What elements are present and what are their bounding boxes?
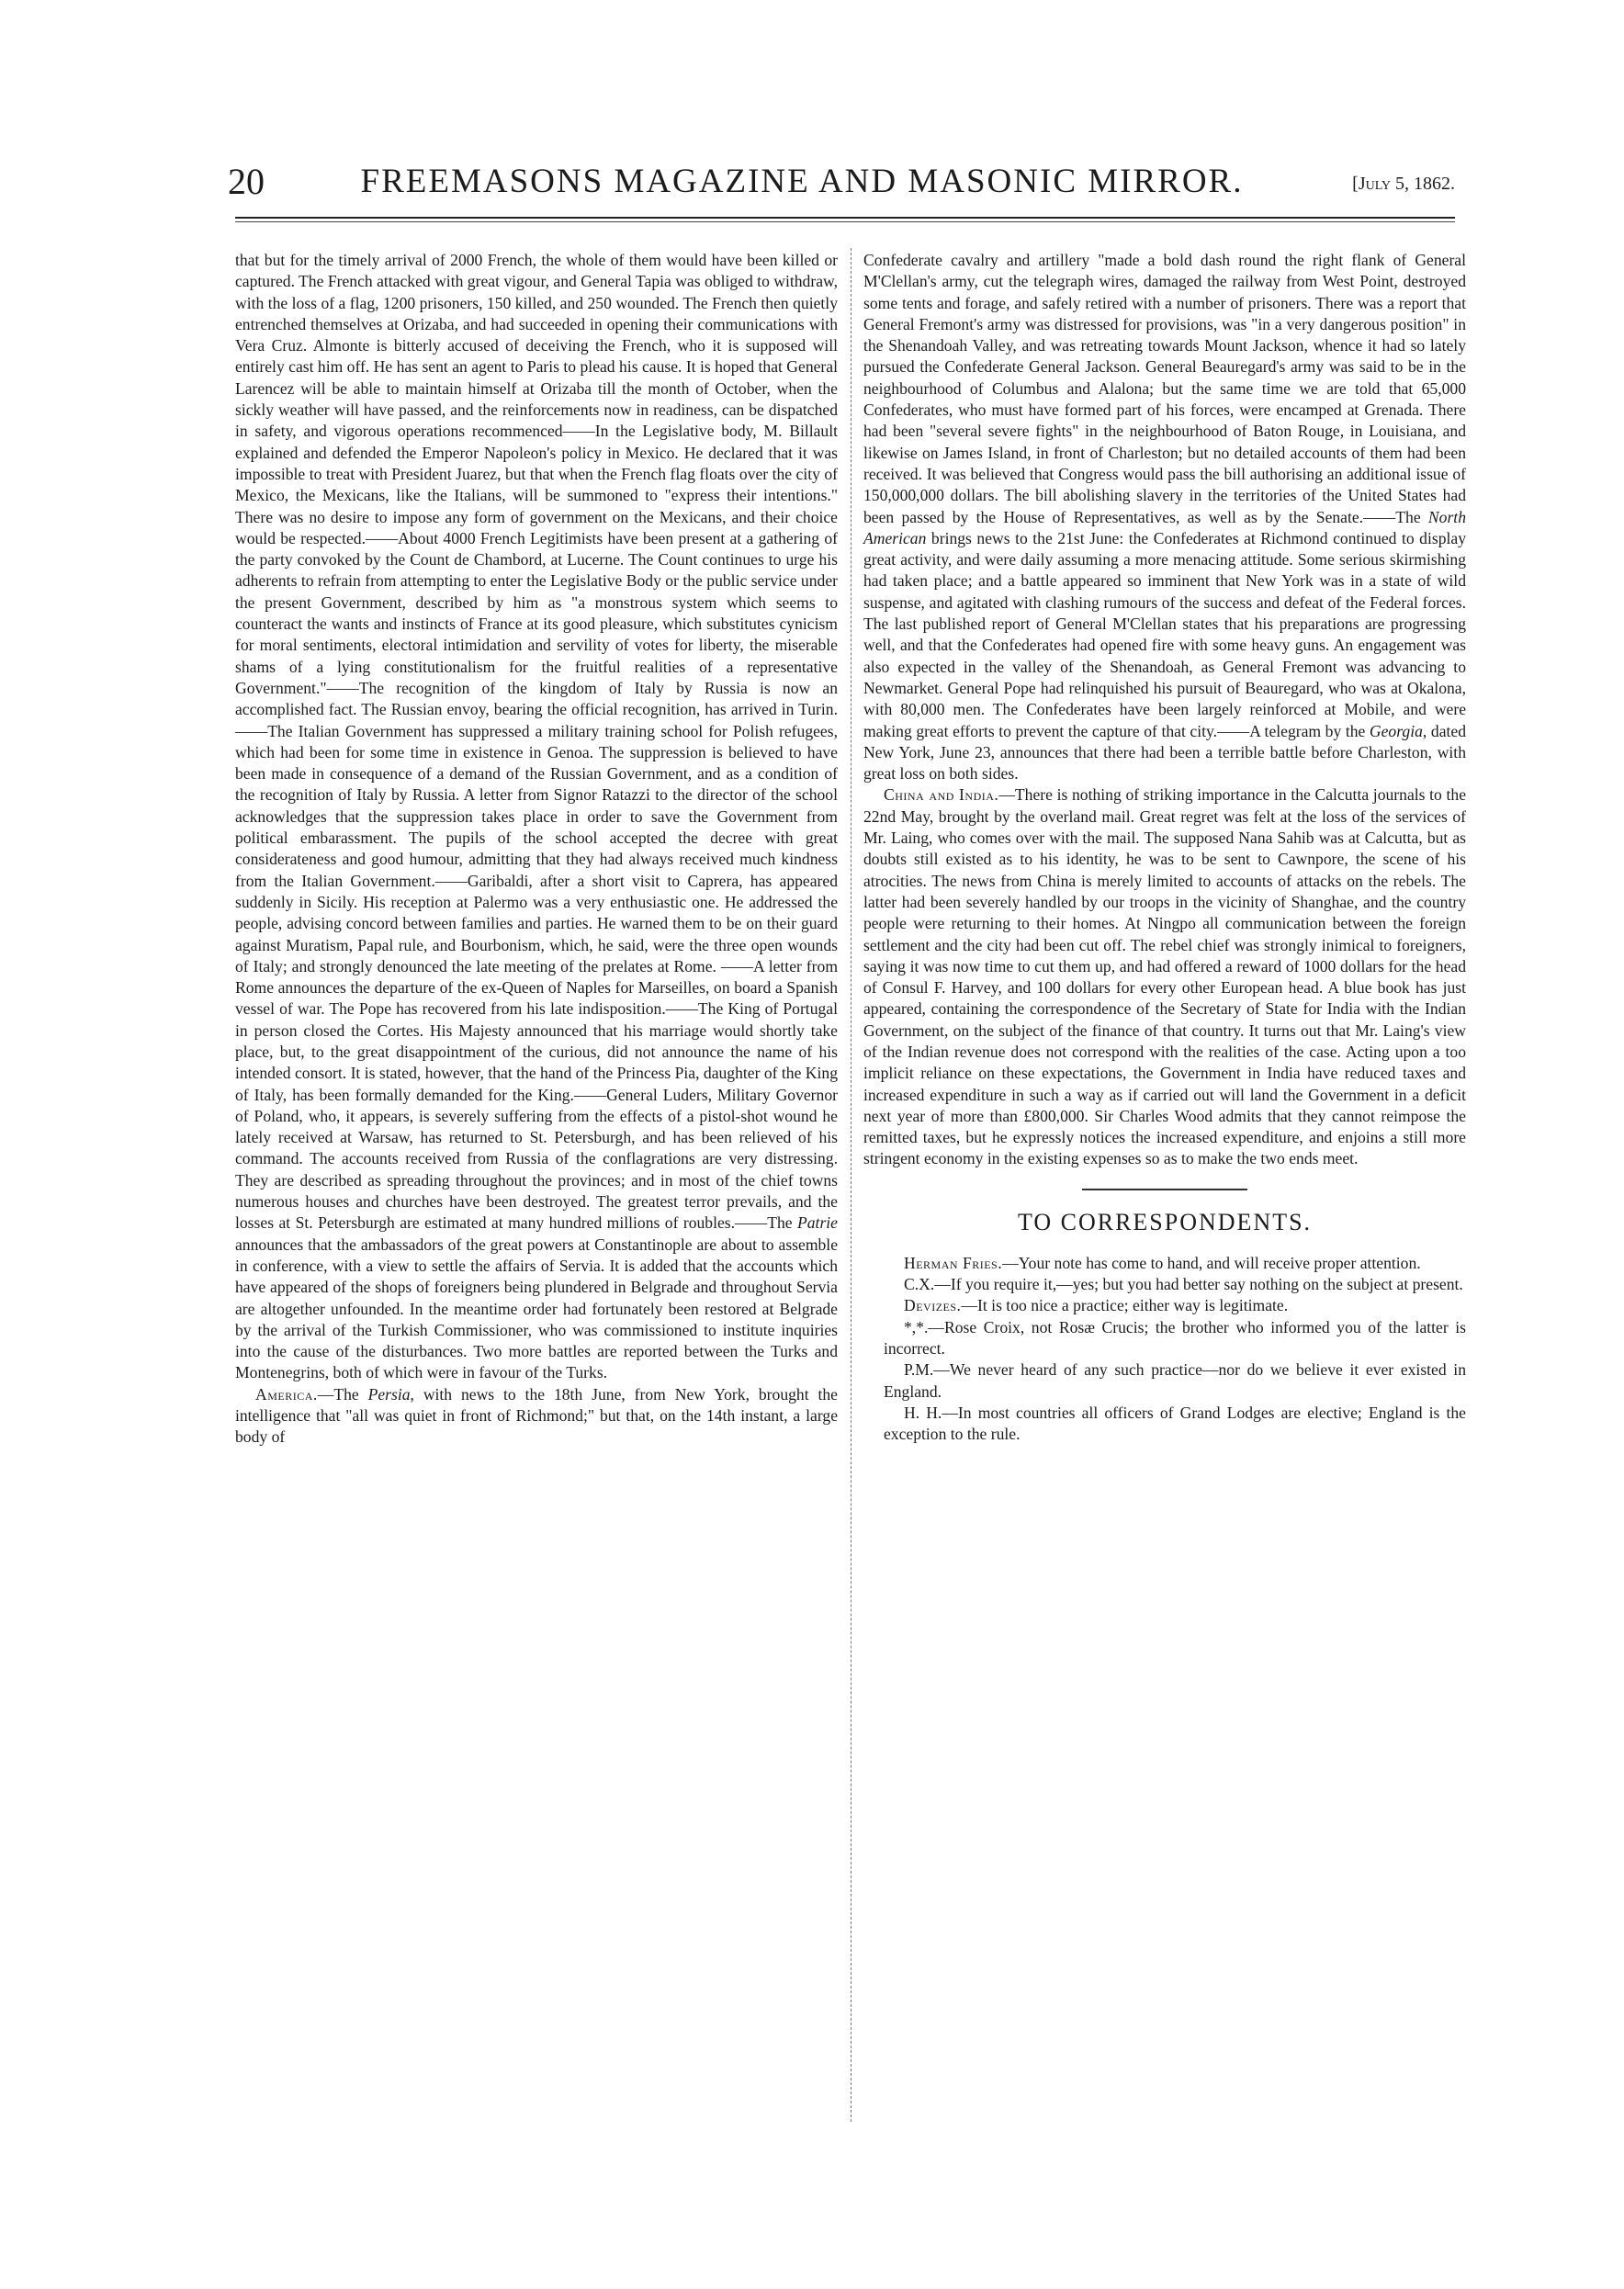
page-header (228, 156, 1455, 215)
right-column (863, 250, 1466, 1445)
masthead-title: FREEMASONS MAGAZINE AND MASONIC MIRROR. (360, 163, 1244, 200)
page-number: 20 (228, 161, 265, 202)
correspondent-note: Herman Fries.—Your note has come to hand, and will receive proper attention. (904, 1253, 1421, 1272)
news-paragraph-china-india: China and India.—There is nothing of striking importance in the Calcutta journals to the 22nd May, brought by the overland mail. Great regret was felt at the loss of the services of Mr. Laing, who comes over with the mail. The supposed Nana Sahib was at Calcutta, but as doubts still existed as to his identity, he was to be sent to Cawnpore, the scene of his atrocities. The news from China is merely limited to accounts of attacks on the rebels. The latter had been severely handled by our troops in the vicinity of Shanghae, and the country people were returning to their homes. At Ningpo all communication between the foreign settlement and the city had been cut off. The rebel chief was strongly inimical to foreigners, saying it was now time to cut them up, and had offered a reward of 1000 dollars for the head of Consul F. Harvey, and 100 dollars for every other European head. A blue book has just appeared, containing the correspondence of the Secretary of State for India with the Indian Government, on the subject of the finance of that country. It turns out that Mr. Laing's view of the Indian revenue does not correspond with the realities of the case. Acting upon a too implicit reliance on these expectations, the Government in India have reduced taxes and increased expenditure in such a way as if carried out will land the Government in a deficit next year of more than £800,000. Sir Charles Wood admits that they cannot reimpose the remitted taxes, but he expressly notices the increased expenditure, and enjoins a still more stringent economy in the existing expenses so as to make the two ends meet. (863, 785, 1466, 1168)
correspondent-note: *,*.—Rose Croix, not Rosæ Crucis; the brother who informed you of the latter is incorrect. (884, 1317, 1466, 1358)
news-paragraph-continental: that but for the timely arrival of 2000 French, the whole of them would have been killed or captured. The French attacked with great vigour, and General Tapia was obliged to withdraw, with the loss of a flag, 1200 prisoners, 150 killed, and 250 wounded. The French then quietly entrenched themselves at Orizaba, and had succeeded in opening their communications with Vera Cruz. Almonte is bitterly accused of deceiving the French, who it is supposed will entirely cast him off. He has sent an agent to Paris to plead his cause. It is hoped that General Larencez will be able to maintain himself at Orizaba till the month of October, when the sickly weather will have passed, and the reinforcements now in readiness, can be dispatched in safety, and vigorous operations recommenced——In the Legislative body, M. Billault explained and defended the Emperor Napoleon's policy in Mexico. He declared that it was impossible to treat with President Juarez, but that when the French flag floats over the city of Mexico, the Mexicans, like the Italians, will be summoned to "express their intentions." There was no desire to impose any form of government on the Mexicans, and their choice would be respected.——About 4000 French Legitimists have been present at a gathering of the party convoked by the Count de Chambord, at Lucerne. The Count continues to urge his adherents to refrain from attempting to enter the Legislative Body or the public service under the present Government, described by him as "a monstrous system which seems to counteract the wants and instincts of France at its good pleasure, which substitutes cynicism for moral sentiments, electoral intimidation and servility of votes for liberty, the miserable shams of a lying constitutionalism for the fruitful realities of a representative Government."——The recognition of the kingdom of Italy by Russia is now an accomplished fact. The Russian envoy, bearing the official recognition, has arrived in Turin.——The Italian Government has suppressed a military training school for Polish refugees, which had been for some time in existence in Genoa. The suppression is believed to have been made in consequence of a demand of the Russian Government, and as a condition of the recognition of Italy by Russia. A letter from Signor Ratazzi to the director of the school acknowledges that the suppression takes place in order to save the Government from political embarassment. The pupils of the school accepted the decree with great considerateness and good humour, admitting that they had always received much kindness from the Italian Government.——Garibaldi, after a short visit to Caprera, has appeared suddenly in Sicily. His reception at Palermo was a very enthusiastic one. He addressed the people, advising concord between families and parties. He warned them to be on their guard against Muratism, Papal rule, and Bourbonism, which, he said, were the three open wounds of Italy; and strongly denounced the late meeting of the prelates at Rome. ——A letter from Rome announces the departure of the ex-Queen of Naples for Marseilles, on board a Spanish vessel of war. The Pope has recovered from his late indisposition.——The King of Portugal in person closed the Cortes. His Majesty announced that his marriage would shortly take place, but, to the great disappointment of the curious, did not announce the name of his intended consort. It is stated, however, that the hand of the Princess Pia, daughter of the King of Italy, has been formally demanded for the King.——General Luders, Military Governor of Poland, who, it appears, is severely suffering from the effects of a pistol-shot wound he lately received at Warsaw, has returned to St. Petersburgh, and has been relieved of his command. The accounts received from Russia of the conflagrations are very distressing. They are described as spreading throughout the provinces; and in most of the chief towns numerous houses and churches have been destroyed. The greatest terror prevails, and the losses at St. Petersburgh are estimated at many hundred millions of roubles.——The Patrie announces that the ambassadors of the great powers at Constantinople are about to assemble in conference, with a view to settle the affairs of Servia. It is added that the accounts which have appeared of the shops of foreigners being plundered in Belgrade and throughout Servia are altogether unfounded. In the meantime order had fortunately been restored at Belgrade by the arrival of the Turkish Commissioner, who was commissioned to institute inquiries into the cause of the disturbances. Two more battles are reported between the Turks and Montenegrins, both of which were in favour of the Turks. (235, 251, 838, 1382)
issue-date: [July 5, 1862. (1352, 174, 1455, 194)
correspondent-note: H. H.—In most countries all officers of Grand Lodges are elective; England is the exception to the rule. (884, 1403, 1466, 1444)
section-divider (1082, 1189, 1247, 1190)
header-rule-thin (235, 221, 1455, 222)
left-column (235, 250, 838, 1449)
news-paragraph-america-cont: Confederate cavalry and artillery "made a bold dash round the right flank of General M'Clellan's army, cut the telegraph wires, damaged the railway from West Point, destroyed some tents and forage, and safely retired with a number of prisoners. There was a report that General Fremont's army was distressed for provisions, was "in a very dangerous position" in the Shenandoah Valley, and was retreating towards Mount Jackson, whence it had so lately pursued the Confederate General Jackson. General Beauregard's army was said to be in the neighbourhood of Columbus and Alalona; but the same time we are told that 65,000 Confederates, who must have formed part of his forces, were encamped at Grenada. There had been "several severe fights" in the neighbourhood of Baton Rouge, in Louisiana, and likewise on James Island, in front of Charleston; but no detailed accounts of them had been received. It was believed that Congress would pass the bill authorising an additional issue of 150,000,000 dollars. The bill abolishing slavery in the territories of the United States had been passed by the House of Representatives, as well as by the Senate.——The North American brings news to the 21st June: the Confederates at Richmond continued to display great activity, and were daily assuming a more menacing attitude. Some serious skirmishing had taken place; and a battle appeared so imminent that New York was in a state of wild suspense, and agitated with clashing rumours of the success and defeat of the Federal forces. The last published report of General M'Clellan states that his preparations are progressing well, and that the Confederates had opened fire with some heavy guns. An engagement was also expected in the valley of the Shenandoah, as General Fremont was advancing to Newmarket. General Pope had relinquished his pursuit of Beauregard, who was at Okalona, with 80,000 men. The Confederates have been largely reinforced at Mobile, and were making great efforts to prevent the capture of that city.——A telegram by the Georgia, dated New York, June 23, announces that there had been a terrible battle before Charleston, with great loss on both sides. (863, 251, 1466, 784)
correspondents-title: TO CORRESPONDENTS. (1017, 1208, 1313, 1235)
correspondent-note: Devizes.—It is too nice a practice; either way is legitimate. (904, 1296, 1289, 1315)
section-heading-america: America. (255, 1384, 318, 1404)
correspondent-note: C.X.—If you require it,—yes; but you had better say nothing on the subject at present. (904, 1275, 1463, 1294)
section-heading-china-india: China and India. (884, 785, 999, 805)
correspondent-note: P.M.—We never heard of any such practice—nor do we believe it ever existed in England. (884, 1360, 1466, 1401)
header-rule (235, 217, 1455, 219)
news-paragraph-america: America.—The Persia, with news to the 18th June, from New York, brought the intelligence that "all was quiet in front of Richmond;" but that, on the 14th instant, a large body of (235, 1384, 838, 1447)
